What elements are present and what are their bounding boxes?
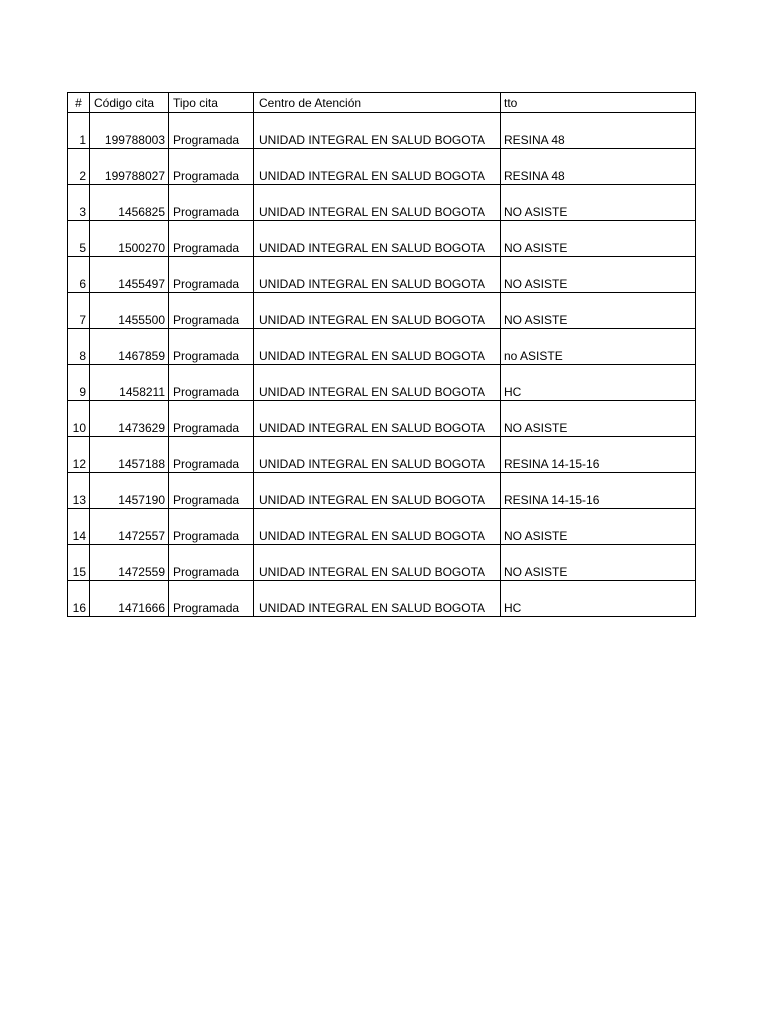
cell-treatment: HC (501, 581, 696, 617)
cell-treatment: NO ASISTE (501, 221, 696, 257)
cell-appointment-type: Programada (169, 149, 254, 185)
header-care-center: Centro de Atención (254, 93, 501, 113)
cell-treatment: NO ASISTE (501, 185, 696, 221)
table-row (68, 185, 696, 221)
cell-treatment: NO ASISTE (501, 257, 696, 293)
table-row (68, 581, 696, 617)
cell-treatment: no ASISTE (501, 329, 696, 365)
cell-appointment-type: Programada (169, 221, 254, 257)
cell-number: 16 (68, 581, 90, 617)
cell-number: 9 (68, 365, 90, 401)
cell-appointment-type: Programada (169, 365, 254, 401)
cell-care-center: UNIDAD INTEGRAL EN SALUD BOGOTA (254, 509, 501, 545)
table-row (68, 329, 696, 365)
cell-appointment-type: Programada (169, 257, 254, 293)
cell-care-center: UNIDAD INTEGRAL EN SALUD BOGOTA (254, 473, 501, 509)
cell-treatment: RESINA 14-15-16 (501, 437, 696, 473)
cell-appointment-code: 1473629 (90, 401, 169, 437)
table-row (68, 545, 696, 581)
table-row (68, 473, 696, 509)
table-row (68, 365, 696, 401)
cell-care-center: UNIDAD INTEGRAL EN SALUD BOGOTA (254, 185, 501, 221)
cell-appointment-type: Programada (169, 185, 254, 221)
header-treatment: tto (501, 93, 696, 113)
cell-care-center: UNIDAD INTEGRAL EN SALUD BOGOTA (254, 365, 501, 401)
cell-appointment-code: 1455497 (90, 257, 169, 293)
cell-care-center: UNIDAD INTEGRAL EN SALUD BOGOTA (254, 401, 501, 437)
cell-number: 3 (68, 185, 90, 221)
cell-care-center: UNIDAD INTEGRAL EN SALUD BOGOTA (254, 437, 501, 473)
table-row (68, 149, 696, 185)
cell-appointment-code: 1456825 (90, 185, 169, 221)
cell-appointment-code: 1471666 (90, 581, 169, 617)
cell-care-center: UNIDAD INTEGRAL EN SALUD BOGOTA (254, 545, 501, 581)
cell-treatment: NO ASISTE (501, 545, 696, 581)
cell-treatment: NO ASISTE (501, 401, 696, 437)
cell-appointment-code: 1472559 (90, 545, 169, 581)
cell-care-center: UNIDAD INTEGRAL EN SALUD BOGOTA (254, 113, 501, 149)
table-row (68, 221, 696, 257)
cell-treatment: RESINA 14-15-16 (501, 473, 696, 509)
cell-number: 14 (68, 509, 90, 545)
cell-treatment: HC (501, 365, 696, 401)
cell-care-center: UNIDAD INTEGRAL EN SALUD BOGOTA (254, 257, 501, 293)
cell-appointment-code: 1455500 (90, 293, 169, 329)
cell-number: 13 (68, 473, 90, 509)
cell-number: 1 (68, 113, 90, 149)
table-row (68, 113, 696, 149)
cell-care-center: UNIDAD INTEGRAL EN SALUD BOGOTA (254, 581, 501, 617)
cell-appointment-code: 199788027 (90, 149, 169, 185)
cell-number: 5 (68, 221, 90, 257)
cell-appointment-type: Programada (169, 581, 254, 617)
cell-appointment-code: 1500270 (90, 221, 169, 257)
header-appointment-type: Tipo cita (169, 93, 254, 113)
cell-appointment-type: Programada (169, 113, 254, 149)
cell-treatment: NO ASISTE (501, 509, 696, 545)
cell-appointment-type: Programada (169, 545, 254, 581)
cell-care-center: UNIDAD INTEGRAL EN SALUD BOGOTA (254, 329, 501, 365)
table-row (68, 293, 696, 329)
cell-appointment-type: Programada (169, 401, 254, 437)
cell-treatment: RESINA 48 (501, 113, 696, 149)
header-appointment-code: Código cita (90, 93, 169, 113)
cell-appointment-code: 1467859 (90, 329, 169, 365)
cell-care-center: UNIDAD INTEGRAL EN SALUD BOGOTA (254, 221, 501, 257)
cell-appointment-code: 1457190 (90, 473, 169, 509)
cell-number: 8 (68, 329, 90, 365)
header-number: # (68, 93, 90, 113)
cell-appointment-code: 1472557 (90, 509, 169, 545)
cell-care-center: UNIDAD INTEGRAL EN SALUD BOGOTA (254, 149, 501, 185)
appointments-table (67, 92, 696, 617)
cell-number: 10 (68, 401, 90, 437)
cell-number: 12 (68, 437, 90, 473)
cell-appointment-type: Programada (169, 293, 254, 329)
table-row (68, 437, 696, 473)
cell-appointment-type: Programada (169, 437, 254, 473)
cell-appointment-code: 1458211 (90, 365, 169, 401)
cell-number: 6 (68, 257, 90, 293)
cell-care-center: UNIDAD INTEGRAL EN SALUD BOGOTA (254, 293, 501, 329)
cell-number: 15 (68, 545, 90, 581)
cell-number: 7 (68, 293, 90, 329)
cell-appointment-type: Programada (169, 473, 254, 509)
cell-appointment-type: Programada (169, 329, 254, 365)
table-row (68, 509, 696, 545)
table-row (68, 257, 696, 293)
table-row (68, 401, 696, 437)
cell-appointment-type: Programada (169, 509, 254, 545)
cell-appointment-code: 199788003 (90, 113, 169, 149)
table-header-row (68, 93, 696, 113)
cell-treatment: NO ASISTE (501, 293, 696, 329)
cell-appointment-code: 1457188 (90, 437, 169, 473)
cell-treatment: RESINA 48 (501, 149, 696, 185)
cell-number: 2 (68, 149, 90, 185)
